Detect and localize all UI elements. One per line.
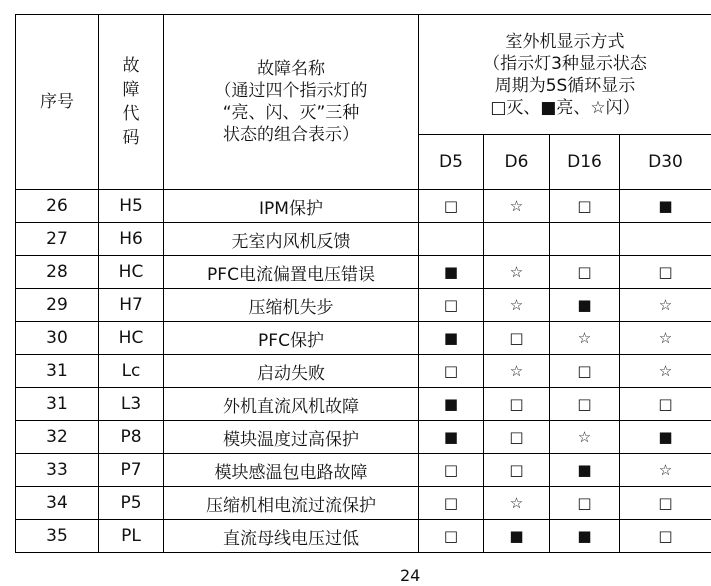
cell-d16: □ [550,487,620,520]
cell-d6 [484,223,550,256]
cell-d5: □ [419,190,484,223]
cell-d30: ☆ [620,322,711,355]
cell-code: HC [99,256,164,289]
cell-d16: ■ [550,520,620,553]
cell-code: P7 [99,454,164,487]
cell-d30: ☆ [620,289,711,322]
cell-d5: □ [419,289,484,322]
cell-code: P8 [99,421,164,454]
cell-name: 模块感温包电路故障 [164,454,419,487]
table-row [16,223,711,256]
header-outdoor-display [419,15,711,135]
cell-d6: ☆ [484,190,550,223]
table-row [16,520,711,553]
cell-code: HC [99,322,164,355]
cell-code: L3 [99,388,164,421]
header-code-line: 码 [99,126,163,150]
table-row [16,454,711,487]
table-header [16,15,711,190]
cell-name: PFC保护 [164,322,419,355]
page-number: 24 [400,566,420,586]
cell-seq: 27 [16,223,99,256]
cell-name: 压缩机相电流过流保护 [164,487,419,520]
header-display-line: □灭、■亮、☆闪） [419,97,711,119]
header-led-d6: D6 [484,135,550,190]
header-seq: 序号 [16,15,99,190]
header-display-line: （指示灯3种显示状态 [419,53,711,75]
cell-d5: □ [419,487,484,520]
cell-code: H6 [99,223,164,256]
cell-d30 [620,223,711,256]
header-led-d5: D5 [419,135,484,190]
cell-seq: 33 [16,454,99,487]
header-code-line: 代 [99,102,163,126]
cell-seq: 28 [16,256,99,289]
cell-d6: □ [484,454,550,487]
cell-seq: 30 [16,322,99,355]
cell-d5 [419,223,484,256]
cell-d16: ☆ [550,322,620,355]
table-row [16,190,711,223]
cell-name: 启动失败 [164,355,419,388]
cell-code: Lc [99,355,164,388]
cell-seq: 29 [16,289,99,322]
cell-d5: ■ [419,421,484,454]
cell-d30: ☆ [620,355,711,388]
cell-d16: □ [550,355,620,388]
header-led-d16: D16 [550,135,620,190]
cell-code: PL [99,520,164,553]
cell-seq: 31 [16,388,99,421]
table-row [16,388,711,421]
header-name-line: “亮、闪、灭”三种 [164,102,418,124]
cell-seq: 26 [16,190,99,223]
cell-name: PFC电流偏置电压错误 [164,256,419,289]
table-row [16,421,711,454]
header-fault-code [99,15,164,190]
cell-d6: ☆ [484,256,550,289]
header-name-line: 故障名称 [164,58,418,80]
table-row [16,355,711,388]
fault-code-table [15,14,711,553]
cell-code: H7 [99,289,164,322]
table-row [16,322,711,355]
cell-d6: ☆ [484,355,550,388]
header-code-line: 障 [99,78,163,102]
cell-name: 压缩机失步 [164,289,419,322]
cell-d6: ■ [484,520,550,553]
cell-name: IPM保护 [164,190,419,223]
cell-name: 外机直流风机故障 [164,388,419,421]
header-led-d30: D30 [620,135,711,190]
cell-d6: ☆ [484,487,550,520]
cell-d30: ■ [620,421,711,454]
header-name-line: 状态的组合表示） [164,124,418,146]
cell-d30: □ [620,520,711,553]
cell-d6: □ [484,421,550,454]
cell-d6: □ [484,322,550,355]
table-row [16,487,711,520]
header-name-line: （通过四个指示灯的 [164,80,418,102]
header-code-line: 故 [99,54,163,78]
cell-d16 [550,223,620,256]
header-fault-name [164,15,419,190]
cell-d30: ■ [620,190,711,223]
cell-d16: □ [550,388,620,421]
cell-d30: ☆ [620,454,711,487]
cell-d5: ■ [419,322,484,355]
cell-d5: □ [419,454,484,487]
cell-d16: ■ [550,289,620,322]
cell-name: 模块温度过高保护 [164,421,419,454]
cell-d30: □ [620,487,711,520]
cell-d16: ☆ [550,421,620,454]
cell-d5: ■ [419,388,484,421]
cell-d6: ☆ [484,289,550,322]
cell-name: 无室内风机反馈 [164,223,419,256]
cell-d16: □ [550,190,620,223]
cell-d5: □ [419,355,484,388]
cell-d5: ■ [419,256,484,289]
cell-d16: □ [550,256,620,289]
cell-d5: □ [419,520,484,553]
cell-d30: □ [620,256,711,289]
table-body [16,190,711,553]
cell-seq: 32 [16,421,99,454]
cell-d16: ■ [550,454,620,487]
cell-seq: 31 [16,355,99,388]
cell-d30: □ [620,388,711,421]
cell-name: 直流母线电压过低 [164,520,419,553]
table-row [16,256,711,289]
cell-seq: 35 [16,520,99,553]
header-display-line: 室外机显示方式 [419,31,711,53]
fault-code-table-container [15,14,711,553]
cell-seq: 34 [16,487,99,520]
table-row [16,289,711,322]
cell-d6: □ [484,388,550,421]
cell-code: P5 [99,487,164,520]
header-display-line: 周期为5S循环显示 [419,75,711,97]
cell-code: H5 [99,190,164,223]
